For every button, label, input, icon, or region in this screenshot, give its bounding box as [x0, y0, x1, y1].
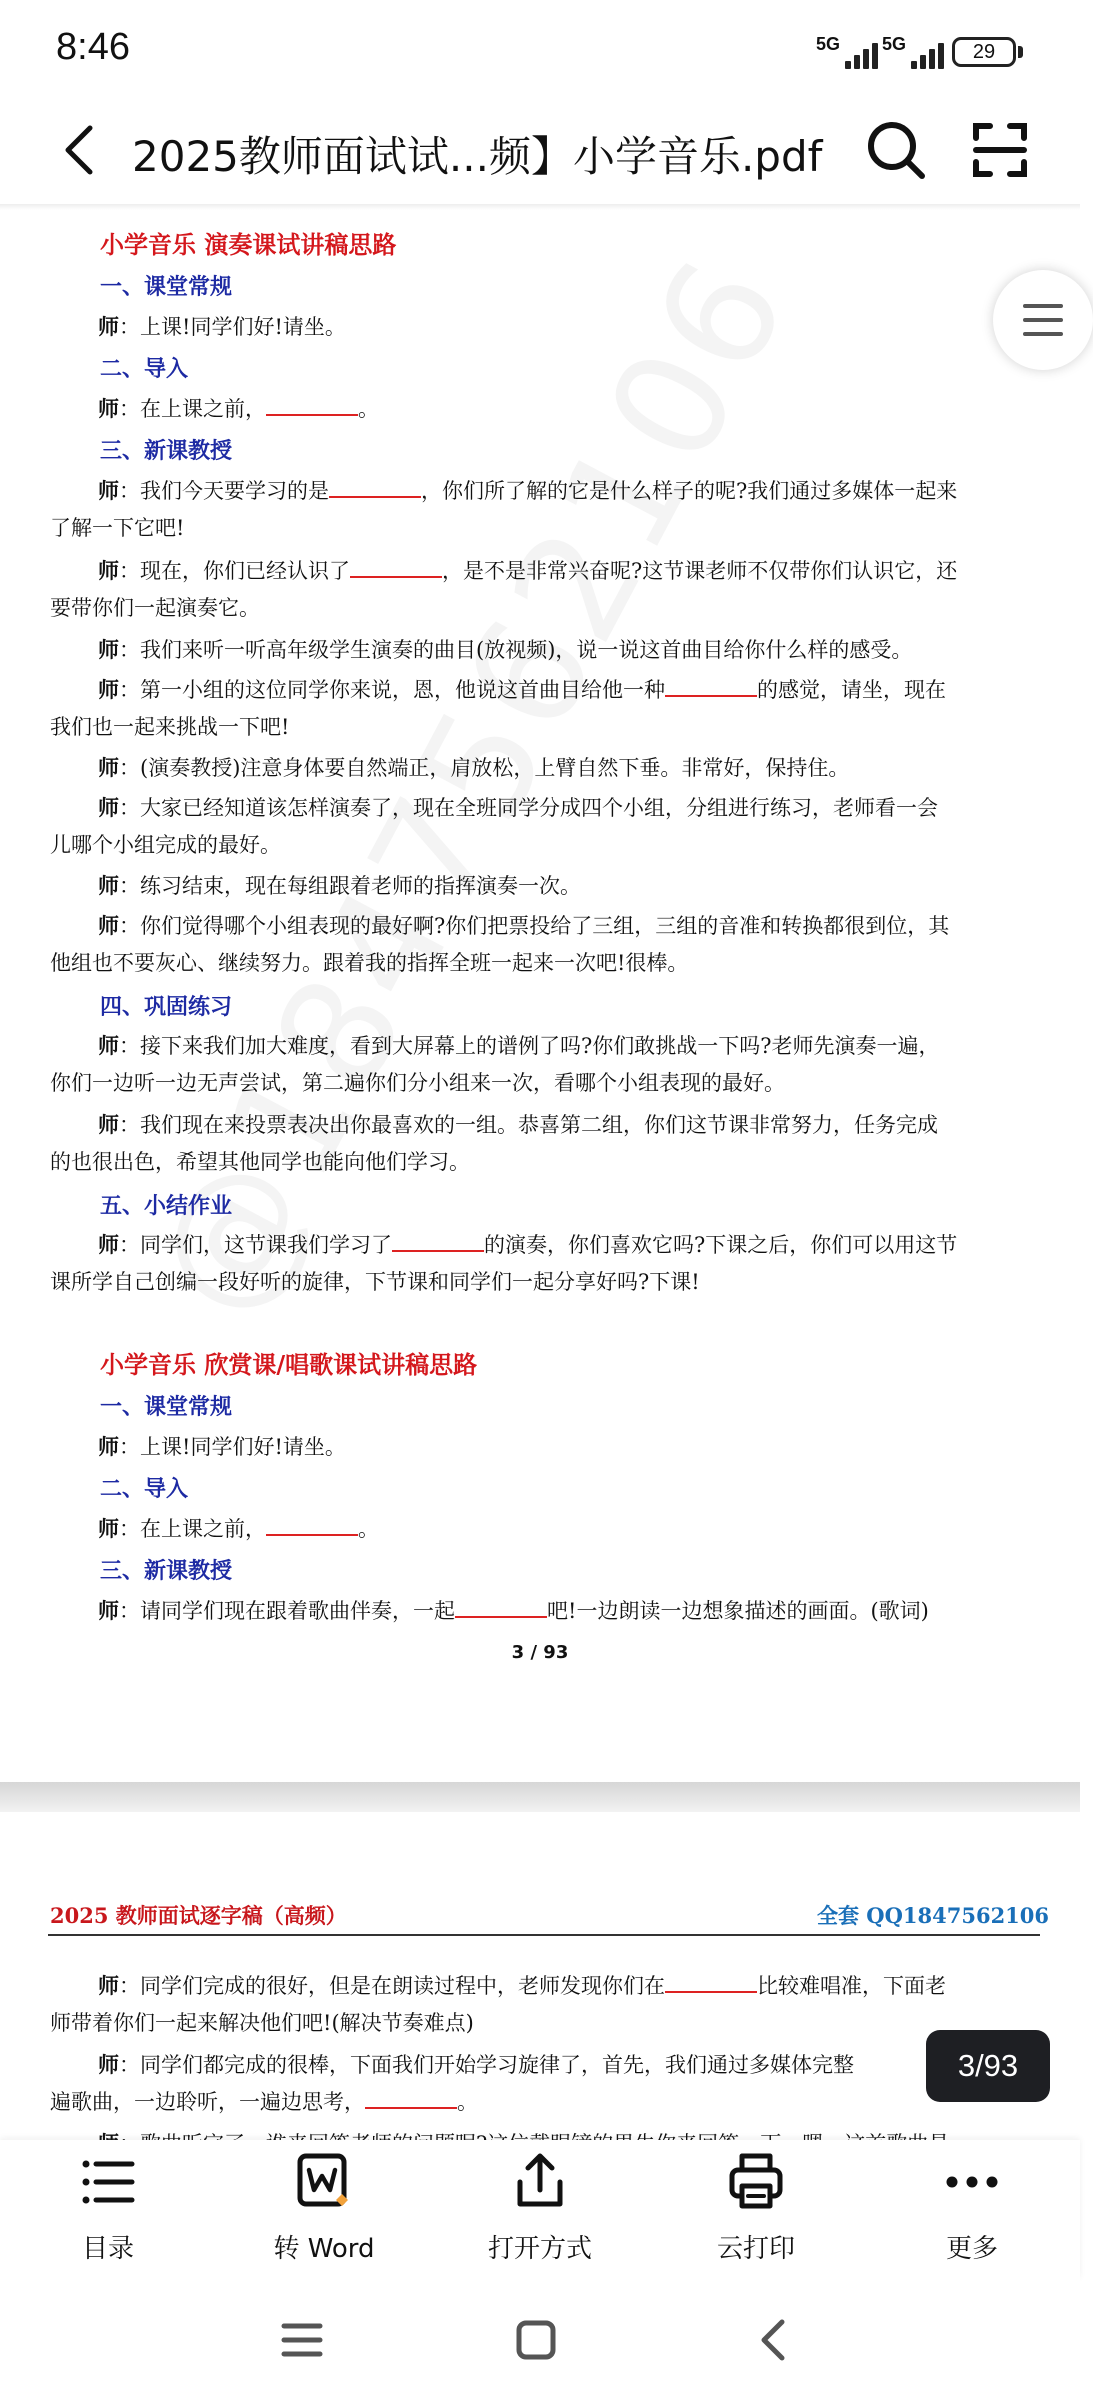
battery-icon: 29 [952, 37, 1016, 67]
blank-line [266, 398, 358, 416]
pdf-page [0, 212, 1080, 1784]
back-button[interactable] [52, 120, 112, 180]
back-triangle-icon [744, 2310, 804, 2370]
search-button[interactable] [862, 116, 930, 184]
blank-line [365, 2091, 457, 2109]
blank-line [455, 1600, 547, 1618]
blank-line [329, 480, 421, 498]
battery-tip [1018, 46, 1023, 58]
system-back-button[interactable] [744, 2310, 804, 2370]
paragraph: 师：同学们，这节课我们学习了 的演奏，你们喜欢它吗?下课之后，你们可以用这节 [98, 1232, 958, 1257]
list-icon [76, 2150, 140, 2214]
signal-2-icon: 5G [882, 34, 944, 69]
blank-line [266, 1518, 358, 1536]
home-square-icon [506, 2310, 566, 2370]
paragraph: 他组也不要灰心、继续努力。跟着我的指挥全班一起来一次吧!很棒。 [50, 951, 689, 975]
scan-icon [966, 116, 1034, 184]
section-title: 小学音乐 欣赏课/唱歌课试讲稿思路 [100, 1350, 478, 1379]
blank-line [350, 560, 442, 578]
paragraph: 师：上课!同学们好!请坐。 [98, 1434, 346, 1459]
home-button[interactable] [506, 2310, 566, 2370]
cloud-print-button[interactable]: 云打印 [676, 2150, 836, 2280]
heading: 四、巩固练习 [100, 994, 233, 1020]
status-time: 8:46 [56, 26, 130, 68]
blank-line [392, 1234, 484, 1252]
paragraph: 师：同学们都完成的很棒，下面我们开始学习旋律了，首先，我们通过多媒体完整 [98, 2052, 854, 2077]
heading: 二、导入 [100, 1476, 189, 1502]
title-bar [0, 100, 1080, 204]
title-shadow [0, 204, 1080, 210]
paragraph: 师：在上课之前， 。 [98, 1516, 379, 1541]
blank-line [665, 679, 757, 697]
status-bar [0, 0, 1080, 100]
scan-button[interactable] [966, 116, 1034, 184]
paragraph: 师：接下来我们加大难度，看到大屏幕上的谱例了吗?你们敢挑战一下吗?老师先演奏一遍， [98, 1033, 940, 1058]
more-dots-icon [940, 2150, 1004, 2214]
paragraph: 师带着你们一起来解决他们吧!(解决节奏难点) [50, 2011, 474, 2035]
heading: 一、课堂常规 [100, 274, 233, 300]
paragraph: 课所学自己创编一段好听的旋律，下节课和同学们一起分享好吗?下课! [50, 1270, 700, 1294]
document-title: 2025教师面试试...频】小学音乐.pdf [132, 132, 823, 181]
heading: 二、导入 [100, 356, 189, 382]
paragraph: 师：同学们完成的很好，但是在朗读过程中，老师发现你们在 比较难唱准，下面老 [98, 1973, 946, 1998]
page-indicator: 3/93 [926, 2030, 1050, 2102]
page-header-right: 全套 QQ1847562106 [817, 1903, 1050, 1928]
pdf-page-next [0, 1812, 1080, 2142]
paragraph: 师：(演奏教授)注意身体要自然端正，肩放松，上臂自然下垂。非常好，保持住。 [98, 755, 850, 780]
outline-menu-button[interactable] [993, 270, 1093, 370]
paragraph: 儿哪个小组完成的最好。 [50, 833, 281, 857]
paragraph: 师：我们来听一听高年级学生演奏的曲目(放视频)，说一说这首曲目给你什么样的感受。 [98, 637, 913, 662]
heading: 三、新课教授 [100, 438, 233, 464]
more-button[interactable]: 更多 [892, 2150, 1052, 2280]
paragraph: 你们一边听一边无声尝试，第二遍你们分小组来一次，看哪个小组表现的最好。 [50, 1071, 785, 1095]
paragraph: 师：练习结束，现在每组跟着老师的指挥演奏一次。 [98, 873, 581, 898]
open-with-button[interactable]: 打开方式 [460, 2150, 620, 2280]
search-icon [862, 116, 930, 184]
paragraph: 师：现在，你们已经认识了 ，是不是非常兴奋呢?这节课老师不仅带你们认识它，还 [98, 558, 958, 583]
printer-icon [724, 2150, 788, 2214]
paragraph: 师：在上课之前， 。 [98, 396, 379, 421]
paragraph: 要带你们一起演奏它。 [50, 596, 260, 620]
paragraph: 师：我们现在来投票表决出你最喜欢的一组。恭喜第二组，你们这节课非常努力，任务完成 [98, 1112, 938, 1137]
paragraph: 师：我们今天要学习的是 ，你们所了解的它是什么样子的呢?我们通过多媒体一起来 [98, 478, 958, 503]
blank-line [665, 1975, 757, 1993]
paragraph: 师：上课!同学们好!请坐。 [98, 314, 346, 339]
header-rule [48, 1934, 1040, 1936]
share-icon [508, 2150, 572, 2214]
paragraph: 了解一下它吧! [50, 516, 185, 540]
heading: 三、新课教授 [100, 1558, 233, 1584]
heading: 五、小结作业 [100, 1193, 233, 1219]
chevron-left-icon [52, 120, 112, 180]
paragraph: 师：你们觉得哪个小组表现的最好啊?你们把票投给了三组，三组的音准和转换都很到位，其 [98, 913, 950, 938]
word-convert-icon [292, 2150, 356, 2214]
toc-button[interactable]: 目录 [28, 2150, 188, 2280]
convert-word-button[interactable]: 转 Word [244, 2150, 404, 2280]
section-title: 小学音乐 演奏课试讲稿思路 [100, 230, 397, 259]
page-divider [0, 1782, 1080, 1812]
paragraph: 师：第一小组的这位同学你来说，恩，他说这首曲目给他一种 的感觉，请坐，现在 [98, 677, 946, 702]
menu-icon [272, 2310, 332, 2370]
bottom-toolbar [0, 2140, 1080, 2280]
paragraph: 的也很出色，希望其他同学也能向他们学习。 [50, 1150, 470, 1174]
paragraph: 我们也一起来挑战一下吧! [50, 715, 290, 739]
paragraph: 师：请同学们现在跟着歌曲伴奏，一起 吧!一边朗读一边想象描述的画面。(歌词) [98, 1598, 929, 1623]
page-number: 3 / 93 [511, 1642, 569, 1663]
system-nav-bar [0, 2280, 1080, 2401]
heading: 一、课堂常规 [100, 1394, 233, 1420]
paragraph: 遍歌曲，一边聆听，一遍边思考， 。 [50, 2090, 478, 2114]
paragraph: 师：大家已经知道该怎样演奏了，现在全班同学分成四个小组，分组进行练习，老师看一会 [98, 795, 938, 820]
recent-apps-button[interactable] [272, 2310, 332, 2370]
signal-1-icon: 5G [816, 34, 878, 69]
page-header-left: 2025 教师面试逐字稿（高频） [50, 1903, 347, 1928]
